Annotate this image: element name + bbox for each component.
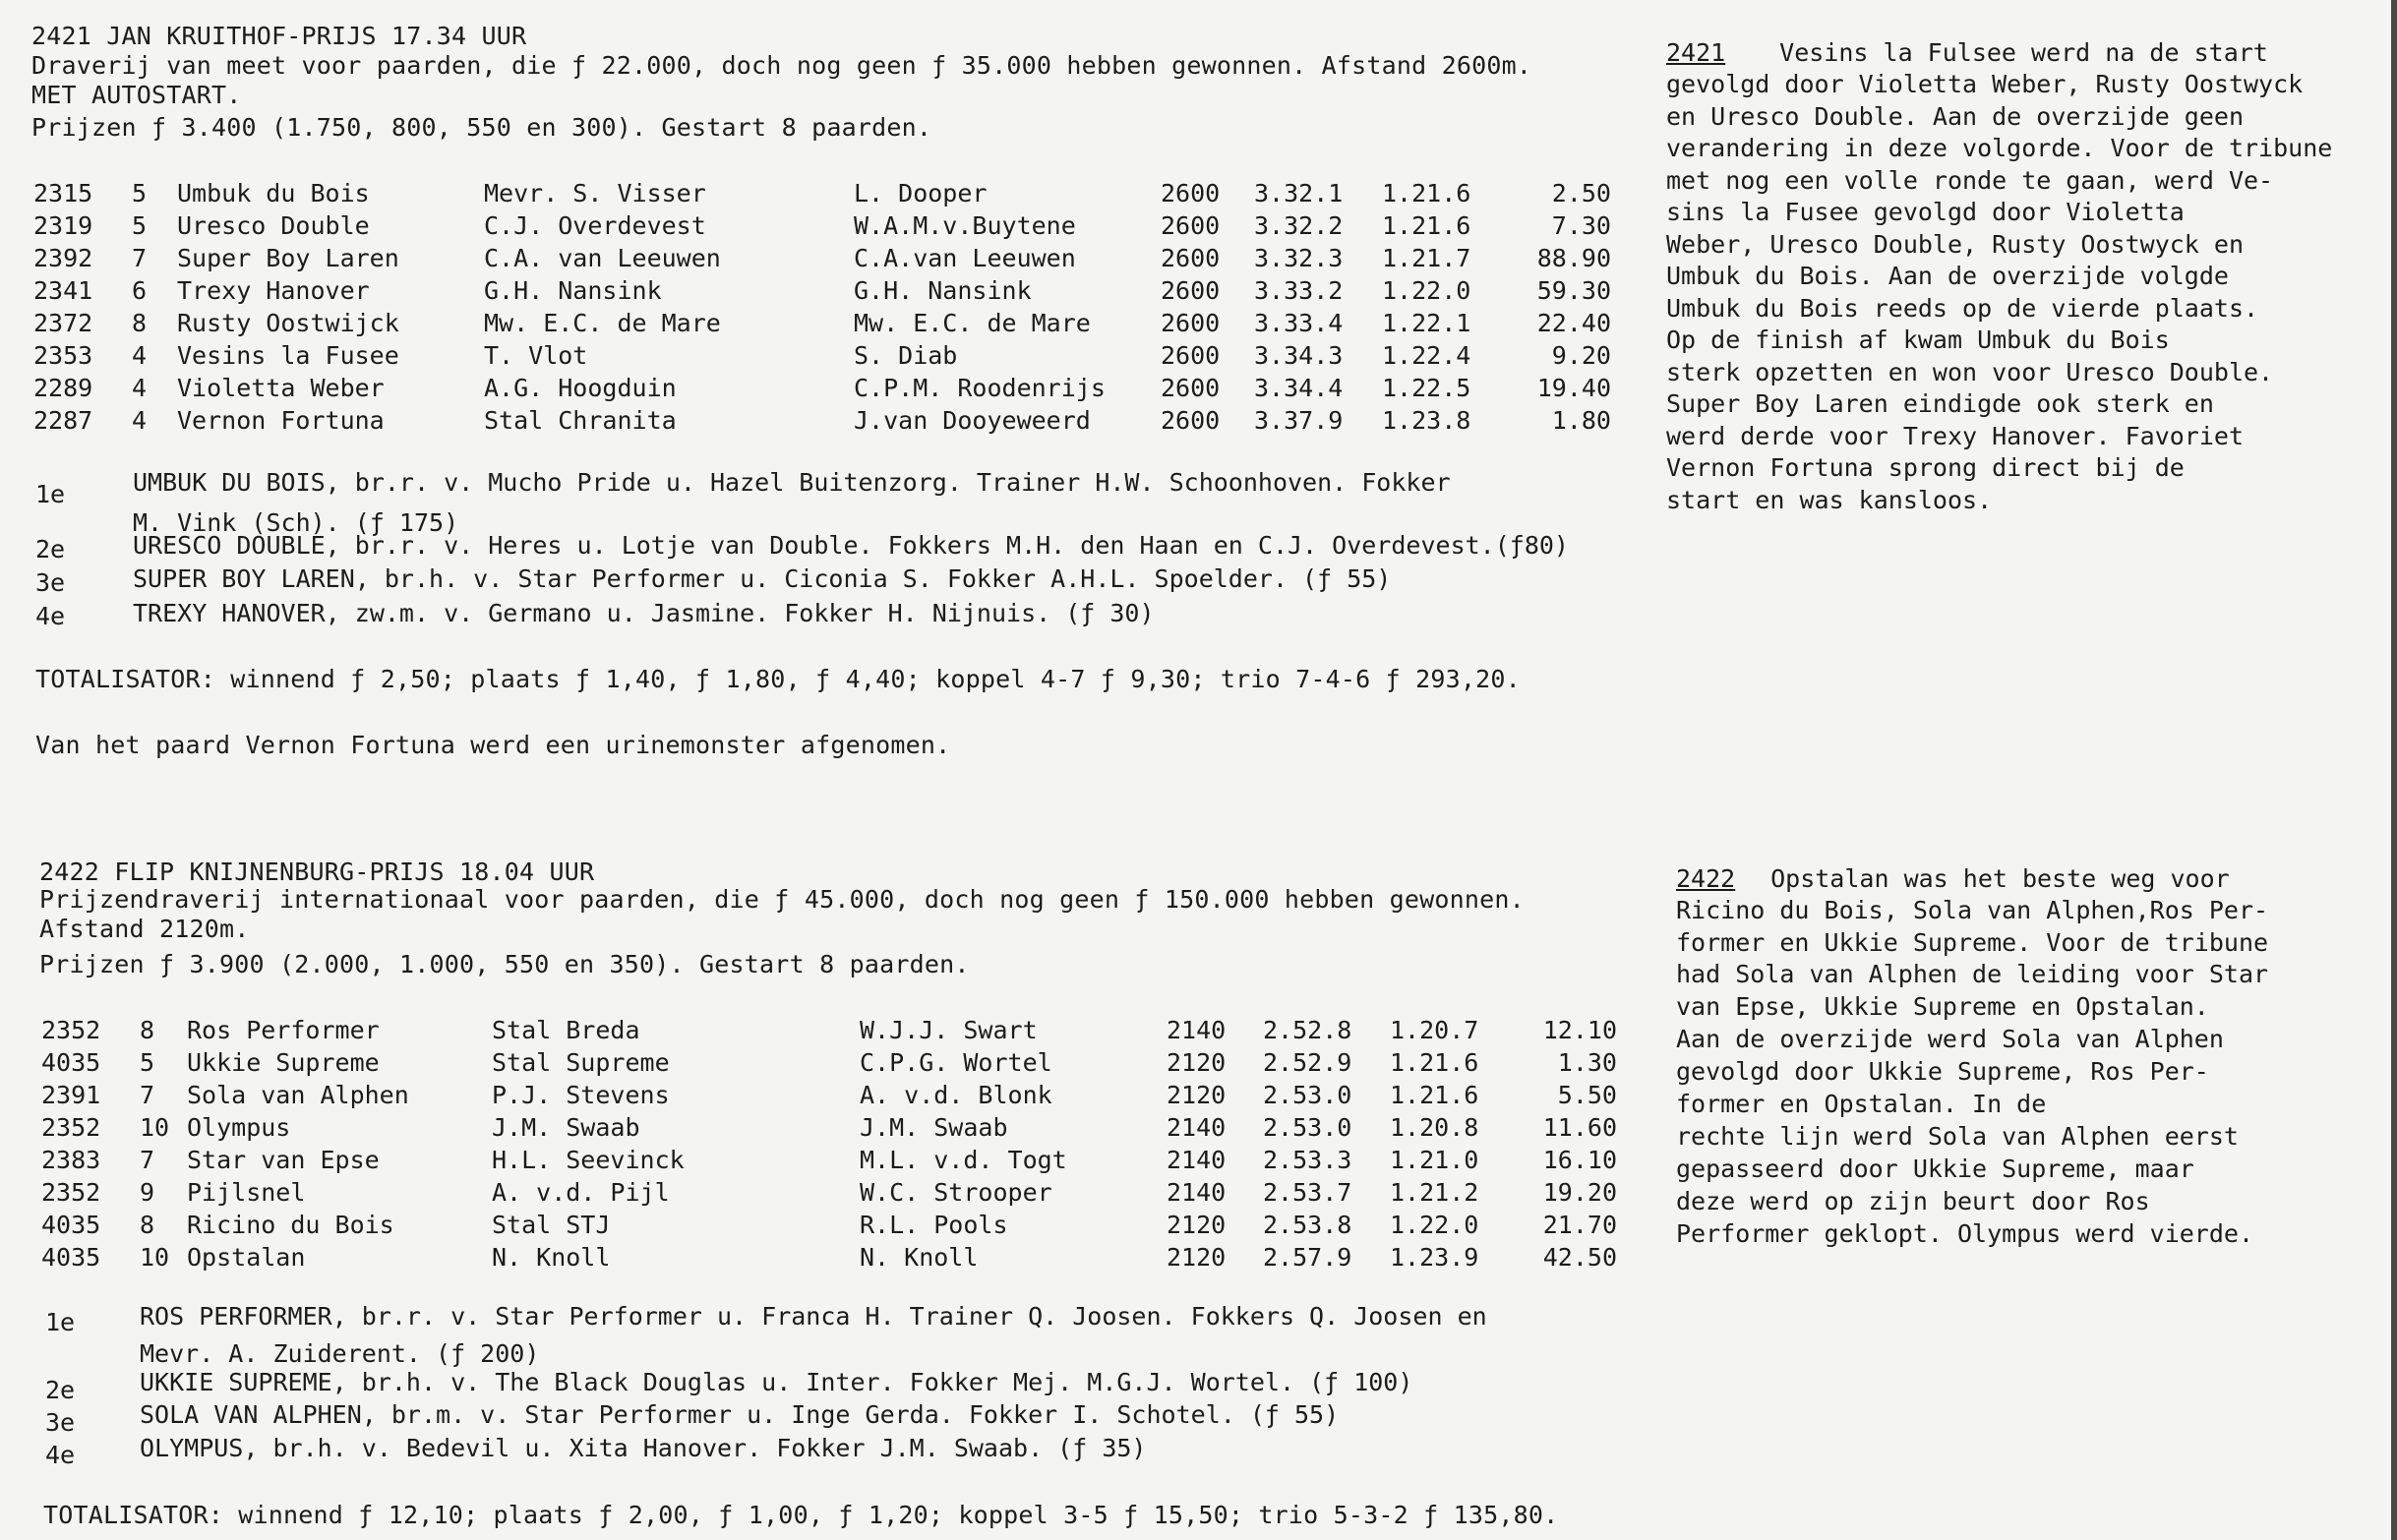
driver-cell: C.A.van Leeuwen	[854, 244, 1076, 272]
owner-cell: Mw. E.C. de Mare	[484, 309, 721, 337]
number-cell: 5	[132, 211, 148, 240]
number-cell: 8	[140, 1211, 155, 1239]
driver-cell: J.M. Swaab	[860, 1113, 1008, 1142]
distance-cell: 2600	[1161, 211, 1221, 240]
commentary-race-number: 2422	[1676, 864, 1736, 893]
commentary-line: Weber, Uresco Double, Rusty Oostwyck en	[1666, 230, 2244, 259]
odds-cell: 5.50	[1557, 1081, 1617, 1109]
race-note: Van het paard Vernon Fortuna werd een urinemonster afgenomen.	[35, 731, 951, 759]
odds-cell: 11.60	[1542, 1113, 1617, 1142]
time-cell: 3.33.2	[1254, 276, 1344, 305]
totalisator: TOTALISATOR: winnend ƒ 12,10; plaats ƒ 2,00, ƒ 1,00, ƒ 1,20; koppel 3-5 ƒ 15,50; trio 5-3-2 ƒ 135,80.	[43, 1501, 1559, 1529]
owner-cell: P.J. Stevens	[492, 1081, 670, 1109]
driver-cell: J.van Dooyeweerd	[854, 406, 1091, 435]
time-cell: 3.33.4	[1254, 309, 1344, 337]
horse-cell: Ukkie Supreme	[187, 1048, 380, 1077]
owner-cell: C.J. Overdevest	[484, 211, 706, 240]
placing-text: OLYMPUS, br.h. v. Bedevil u. Xita Hanover. Fokker J.M. Swaab. (ƒ 35)	[140, 1434, 1147, 1462]
number-cell: 8	[132, 309, 148, 337]
km-time-cell: 1.21.6	[1382, 211, 1471, 240]
commentary-line: gepasseerd door Ukkie Supreme, maar	[1676, 1155, 2194, 1183]
commentary-race-number: 2421	[1666, 38, 1726, 67]
km-time-cell: 1.22.1	[1382, 309, 1471, 337]
driver-cell: Mw. E.C. de Mare	[854, 309, 1091, 337]
distance-cell: 2600	[1161, 341, 1221, 370]
scan-edge	[2391, 0, 2397, 1540]
commentary-line: Vesins la Fulsee werd na de start	[1735, 38, 2268, 67]
owner-cell: Stal Breda	[492, 1016, 640, 1044]
horse-cell: Opstalan	[187, 1243, 306, 1272]
horse-cell: Ricino du Bois	[187, 1211, 394, 1239]
prev-race-cell: 2319	[33, 211, 93, 240]
commentary-line: Op de finish af kwam Umbuk du Bois	[1666, 326, 2170, 354]
time-cell: 3.32.3	[1254, 244, 1344, 272]
odds-cell: 59.30	[1536, 276, 1611, 305]
horse-cell: Vesins la Fusee	[177, 341, 399, 370]
commentary-line: deze werd op zijn beurt door Ros	[1676, 1187, 2150, 1215]
distance-cell: 2140	[1167, 1016, 1227, 1044]
number-cell: 4	[132, 341, 148, 370]
prev-race-cell: 2352	[41, 1178, 101, 1207]
horse-cell: Rusty Oostwijck	[177, 309, 399, 337]
placing-rank: 2e	[35, 535, 66, 563]
horse-cell: Olympus	[187, 1113, 291, 1142]
distance-cell: 2140	[1167, 1146, 1227, 1174]
number-cell: 5	[140, 1048, 155, 1077]
km-time-cell: 1.22.4	[1382, 341, 1471, 370]
commentary-line: Umbuk du Bois reeds op de vierde plaats.	[1666, 294, 2259, 323]
odds-cell: 7.30	[1551, 211, 1611, 240]
placing-rank: 4e	[45, 1441, 76, 1469]
prev-race-cell: 4035	[41, 1243, 101, 1272]
distance-cell: 2120	[1167, 1081, 1227, 1109]
distance-cell: 2140	[1167, 1113, 1227, 1142]
owner-cell: Stal Chranita	[484, 406, 677, 435]
km-time-cell: 1.21.6	[1382, 179, 1471, 207]
km-time-cell: 1.21.6	[1390, 1081, 1479, 1109]
distance-cell: 2600	[1161, 179, 1221, 207]
prev-race-cell: 2391	[41, 1081, 101, 1109]
odds-cell: 16.10	[1542, 1146, 1617, 1174]
horse-cell: Super Boy Laren	[177, 244, 399, 272]
horse-cell: Trexy Hanover	[177, 276, 370, 305]
commentary-line: Ricino du Bois, Sola van Alphen,Ros Per-	[1676, 896, 2269, 924]
commentary-line: Performer geklopt. Olympus werd vierde.	[1676, 1219, 2253, 1248]
odds-cell: 12.10	[1542, 1016, 1617, 1044]
commentary-line: en Uresco Double. Aan de overzijde geen	[1666, 102, 2244, 131]
odds-cell: 22.40	[1536, 309, 1611, 337]
number-cell: 10	[140, 1243, 170, 1272]
race-conditions-line: Prijzen ƒ 3.400 (1.750, 800, 550 en 300). Gestart 8 paarden.	[31, 113, 932, 142]
prev-race-cell: 2287	[33, 406, 93, 435]
distance-cell: 2600	[1161, 374, 1221, 402]
race-conditions-line: Afstand 2120m.	[39, 915, 250, 943]
owner-cell: Stal STJ	[492, 1211, 611, 1239]
distance-cell: 2120	[1167, 1048, 1227, 1077]
placing-text: SOLA VAN ALPHEN, br.m. v. Star Performer u. Inge Gerda. Fokker I. Schotel. (ƒ 55)	[140, 1400, 1340, 1429]
horse-cell: Star van Epse	[187, 1146, 380, 1174]
number-cell: 4	[132, 374, 148, 402]
km-time-cell: 1.23.8	[1382, 406, 1471, 435]
driver-cell: L. Dooper	[854, 179, 988, 207]
race-header: 2421 JAN KRUITHOF-PRIJS 17.34 UUR	[31, 22, 527, 50]
driver-cell: S. Diab	[854, 341, 958, 370]
odds-cell: 2.50	[1551, 179, 1611, 207]
driver-cell: M.L. v.d. Togt	[860, 1146, 1067, 1174]
km-time-cell: 1.21.7	[1382, 244, 1471, 272]
placing-text: ROS PERFORMER, br.r. v. Star Performer u. Franca H. Trainer Q. Joosen. Fokkers Q. Joosen en	[140, 1302, 1487, 1331]
number-cell: 7	[140, 1081, 155, 1109]
placing-rank: 3e	[45, 1408, 76, 1437]
race-conditions-line: Draverij van meet voor paarden, die ƒ 22.000, doch nog geen ƒ 35.000 hebben gewonnen. Afstand 2600m.	[31, 51, 1532, 80]
km-time-cell: 1.22.5	[1382, 374, 1471, 402]
odds-cell: 9.20	[1551, 341, 1611, 370]
distance-cell: 2600	[1161, 244, 1221, 272]
time-cell: 2.53.8	[1263, 1211, 1352, 1239]
horse-cell: Sola van Alphen	[187, 1081, 409, 1109]
commentary-line: sterk opzetten en won voor Uresco Double.	[1666, 358, 2274, 386]
time-cell: 2.53.3	[1263, 1146, 1352, 1174]
km-time-cell: 1.23.9	[1390, 1243, 1479, 1272]
owner-cell: Stal Supreme	[492, 1048, 670, 1077]
owner-cell: Mevr. S. Visser	[484, 179, 706, 207]
prev-race-cell: 2372	[33, 309, 93, 337]
prev-race-cell: 4035	[41, 1211, 101, 1239]
odds-cell: 88.90	[1536, 244, 1611, 272]
race-conditions-line: Prijzendraverij internationaal voor paarden, die ƒ 45.000, doch nog geen ƒ 150.000 hebben gewonnen.	[39, 885, 1525, 914]
owner-cell: A.G. Hoogduin	[484, 374, 677, 402]
totalisator: TOTALISATOR: winnend ƒ 2,50; plaats ƒ 1,40, ƒ 1,80, ƒ 4,40; koppel 4-7 ƒ 9,30; trio 7-4-6 ƒ 293,20.	[35, 665, 1521, 693]
race-conditions-line: Prijzen ƒ 3.900 (2.000, 1.000, 550 en 350). Gestart 8 paarden.	[39, 950, 970, 978]
owner-cell: N. Knoll	[492, 1243, 611, 1272]
placing-rank: 4e	[35, 602, 66, 630]
time-cell: 2.53.0	[1263, 1081, 1352, 1109]
odds-cell: 42.50	[1542, 1243, 1617, 1272]
commentary-line: Opstalan was het beste weg voor	[1741, 864, 2230, 893]
placing-text: SUPER BOY LAREN, br.h. v. Star Performer u. Ciconia S. Fokker A.H.L. Spoelder. (ƒ 55)	[133, 564, 1392, 593]
commentary-line: start en was kansloos.	[1666, 486, 1993, 514]
time-cell: 3.34.3	[1254, 341, 1344, 370]
owner-cell: H.L. Seevinck	[492, 1146, 685, 1174]
number-cell: 7	[140, 1146, 155, 1174]
km-time-cell: 1.22.0	[1382, 276, 1471, 305]
prev-race-cell: 2315	[33, 179, 93, 207]
odds-cell: 19.20	[1542, 1178, 1617, 1207]
odds-cell: 1.30	[1557, 1048, 1617, 1077]
race-header: 2422 FLIP KNIJNENBURG-PRIJS 18.04 UUR	[39, 858, 595, 886]
distance-cell: 2600	[1161, 276, 1221, 305]
horse-cell: Ros Performer	[187, 1016, 380, 1044]
driver-cell: W.C. Strooper	[860, 1178, 1052, 1207]
commentary-line: rechte lijn werd Sola van Alphen eerst	[1676, 1122, 2239, 1151]
km-time-cell: 1.20.7	[1390, 1016, 1479, 1044]
placing-text: TREXY HANOVER, zw.m. v. Germano u. Jasmine. Fokker H. Nijnuis. (ƒ 30)	[133, 599, 1155, 627]
horse-cell: Violetta Weber	[177, 374, 385, 402]
commentary-line: former en Ukkie Supreme. Voor de tribune	[1676, 928, 2269, 957]
placing-rank: 1e	[45, 1308, 76, 1336]
commentary-line: sins la Fusee gevolgd door Violetta	[1666, 198, 2185, 226]
owner-cell: J.M. Swaab	[492, 1113, 640, 1142]
prev-race-cell: 2289	[33, 374, 93, 402]
number-cell: 4	[132, 406, 148, 435]
number-cell: 9	[140, 1178, 155, 1207]
time-cell: 2.57.9	[1263, 1243, 1352, 1272]
placing-text: URESCO DOUBLE, br.r. v. Heres u. Lotje van Double. Fokkers M.H. den Haan en C.J. Overdevest.(ƒ80)	[133, 531, 1569, 560]
time-cell: 3.37.9	[1254, 406, 1344, 435]
commentary-line: gevolgd door Violetta Weber, Rusty Oostwyck	[1666, 70, 2304, 98]
commentary-line: van Epse, Ukkie Supreme en Opstalan.	[1676, 992, 2209, 1021]
placing-text: M. Vink (Sch). (ƒ 175)	[133, 508, 459, 537]
prev-race-cell: 2352	[41, 1113, 101, 1142]
number-cell: 8	[140, 1016, 155, 1044]
prev-race-cell: 2352	[41, 1016, 101, 1044]
number-cell: 7	[132, 244, 148, 272]
prev-race-cell: 2392	[33, 244, 93, 272]
km-time-cell: 1.21.0	[1390, 1146, 1479, 1174]
driver-cell: R.L. Pools	[860, 1211, 1008, 1239]
distance-cell: 2140	[1167, 1178, 1227, 1207]
driver-cell: A. v.d. Blonk	[860, 1081, 1052, 1109]
driver-cell: C.P.G. Wortel	[860, 1048, 1052, 1077]
odds-cell: 19.40	[1536, 374, 1611, 402]
commentary-line: met nog een volle ronde te gaan, werd Ve-	[1666, 166, 2274, 195]
horse-cell: Pijlsnel	[187, 1178, 306, 1207]
placing-rank: 1e	[35, 480, 66, 508]
driver-cell: N. Knoll	[860, 1243, 979, 1272]
driver-cell: C.P.M. Roodenrijs	[854, 374, 1106, 402]
km-time-cell: 1.21.2	[1390, 1178, 1479, 1207]
placing-rank: 2e	[45, 1376, 76, 1404]
owner-cell: G.H. Nansink	[484, 276, 662, 305]
distance-cell: 2120	[1167, 1211, 1227, 1239]
prev-race-cell: 4035	[41, 1048, 101, 1077]
driver-cell: G.H. Nansink	[854, 276, 1032, 305]
owner-cell: A. v.d. Pijl	[492, 1178, 670, 1207]
placing-text: UKKIE SUPREME, br.h. v. The Black Douglas u. Inter. Fokker Mej. M.G.J. Wortel. (ƒ 100)	[140, 1368, 1413, 1396]
commentary-line: Aan de overzijde werd Sola van Alphen	[1676, 1025, 2224, 1053]
km-time-cell: 1.20.8	[1390, 1113, 1479, 1142]
time-cell: 3.32.1	[1254, 179, 1344, 207]
prev-race-cell: 2341	[33, 276, 93, 305]
time-cell: 2.53.7	[1263, 1178, 1352, 1207]
odds-cell: 1.80	[1551, 406, 1611, 435]
owner-cell: C.A. van Leeuwen	[484, 244, 721, 272]
commentary-line: Super Boy Laren eindigde ook sterk en	[1666, 389, 2214, 418]
km-time-cell: 1.21.6	[1390, 1048, 1479, 1077]
odds-cell: 21.70	[1542, 1211, 1617, 1239]
placing-text: UMBUK DU BOIS, br.r. v. Mucho Pride u. Hazel Buitenzorg. Trainer H.W. Schoonhoven. Fokker	[133, 468, 1451, 497]
horse-cell: Uresco Double	[177, 211, 370, 240]
commentary-line: Umbuk du Bois. Aan de overzijde volgde	[1666, 262, 2229, 290]
owner-cell: T. Vlot	[484, 341, 588, 370]
time-cell: 3.32.2	[1254, 211, 1344, 240]
number-cell: 6	[132, 276, 148, 305]
race-conditions-line: MET AUTOSTART.	[31, 81, 242, 109]
time-cell: 2.53.0	[1263, 1113, 1352, 1142]
horse-cell: Umbuk du Bois	[177, 179, 370, 207]
driver-cell: W.J.J. Swart	[860, 1016, 1038, 1044]
horse-cell: Vernon Fortuna	[177, 406, 385, 435]
number-cell: 10	[140, 1113, 170, 1142]
distance-cell: 2600	[1161, 309, 1221, 337]
prev-race-cell: 2353	[33, 341, 93, 370]
commentary-line: werd derde voor Trexy Hanover. Favoriet	[1666, 422, 2244, 450]
placing-rank: 3e	[35, 568, 66, 597]
commentary-line: verandering in deze volgorde. Voor de tribune	[1666, 134, 2333, 162]
distance-cell: 2600	[1161, 406, 1221, 435]
driver-cell: W.A.M.v.Buytene	[854, 211, 1076, 240]
time-cell: 2.52.8	[1263, 1016, 1352, 1044]
placing-text: Mevr. A. Zuiderent. (ƒ 200)	[140, 1339, 540, 1368]
distance-cell: 2120	[1167, 1243, 1227, 1272]
km-time-cell: 1.22.0	[1390, 1211, 1479, 1239]
commentary-line: had Sola van Alphen de leiding voor Star	[1676, 960, 2269, 988]
commentary-line: Vernon Fortuna sprong direct bij de	[1666, 453, 2185, 482]
number-cell: 5	[132, 179, 148, 207]
commentary-line: former en Opstalan. In de	[1676, 1090, 2047, 1118]
time-cell: 2.52.9	[1263, 1048, 1352, 1077]
time-cell: 3.34.4	[1254, 374, 1344, 402]
prev-race-cell: 2383	[41, 1146, 101, 1174]
commentary-line: gevolgd door Ukkie Supreme, Ros Per-	[1676, 1057, 2209, 1086]
